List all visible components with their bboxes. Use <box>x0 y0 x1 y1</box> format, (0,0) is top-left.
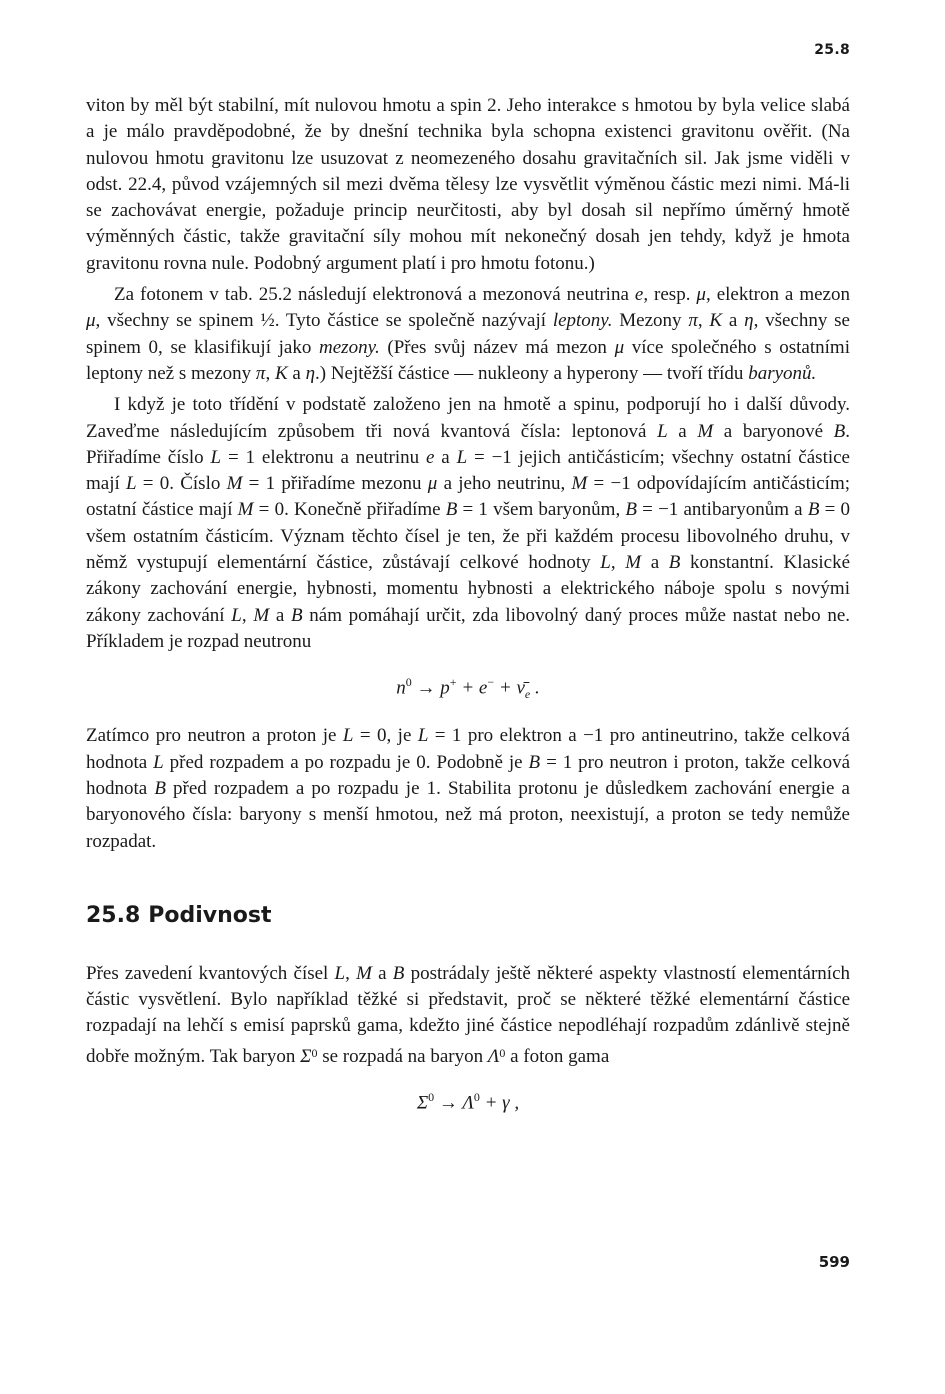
term-mezony: mezony. <box>319 336 380 358</box>
paragraph-proton-stability: Zatímco pro neutron a proton je L = 0, je L = 1 pro elektron a −1 pro antineutrino, takže celková hodnota L před rozpadem a po rozpadu je 0. Podobně je B = 1 pro neutron i proton, takže celková hodnota B před rozpadem a po rozpadu je 1. Stabilita protonu je důsledkem zachování energie a baryonového čísla: baryony s menší hmotou, než má proton, neexistují, a proton se tedy nemůže rozpadat. <box>86 725 851 852</box>
page-number: 599 <box>818 1253 850 1271</box>
paragraph-strangeness: Přes zavedení kvantových čísel L, M a B postrádaly ještě některé aspekty vlastností elementárních částic vysvětlení. Bylo například těžké si představit, proč se některé těžké elementární částice rozpadají na lehčí s emisí paprsků gama, kdežto jiné částice nepodléhají rozpadům zdánlivě stejně dobře možným. Tak baryon $\Sigma^0$ se rozpadá na baryon $\Lambda^0$ a foton gama <box>86 962 851 1067</box>
paragraph-quantum-numbers: I když je toto třídění v podstatě založeno jen na hmotě a spinu, podporují ho i další důvody. Zaveďme následujícím způsobem tři nová kvantová čísla: leptonová L a M a baryonové B. Přiřadíme číslo L = 1 elektronu a neutrinu e a L = −1 jejich antičásticím; všechny ostatní částice mají L = 0. Číslo M = 1 přiřadíme mezonu μ a jeho neutrinu, M = −1 odpovídajícím antičásticím; ostatní částice mají M = 0. Konečně přiřadíme B = 1 všem baryonům, B = −1 antibaryonům a B = 0 všem ostatním částicím. Význam těchto čísel je ten, že při každém procesu libovolného druhu, v němž vystupují elementární částice, zůstávají celkové hodnoty L, M a B konstantní. Klasické zákony zachování energie, hybnosti, momentu hybnosti a elektrického náboje spolu s novými zákony zachování L, M a B nám pomáhají určit, zda libovolný daný proces může nastat nebo ne. Příkladem je rozpad neutronu <box>86 394 851 652</box>
page-body <box>86 93 850 1132</box>
paragraph-leptons: Za fotonem v tab. 25.2 následují elektronová a mezonová neutrina e, resp. μ, elektron a mezon μ, všechny se spinem ½. Tyto částice se společně nazývají leptony. Mezony π, K a η, všechny se spinem 0, se klasifikují jako mezony. (Přes svůj název má mezon μ více společného s ostatními leptony než s mezony π, K a η.) Nejtěžší částice — nukleony a hyperony — tvoří třídu baryonů. <box>86 284 850 384</box>
section-heading <box>86 901 850 931</box>
equation-neutron-decay: $n^0 \to p^+ + e^-$ + $\nū_e$ . <box>396 675 540 702</box>
section-title: Podivnost <box>148 902 272 928</box>
equation-sigma-decay: $\Sigma^0 \to \Lambda^0 + \gamma$ , <box>416 1090 520 1114</box>
term-leptony: leptony. <box>552 310 613 332</box>
section-number: 25.8 <box>86 902 141 928</box>
term-baryonu: baryonů. <box>748 362 817 384</box>
running-head: 25.8 <box>814 42 850 58</box>
paragraph-graviton: viton by měl být stabilní, mít nulovou hmotu a spin 2. Jeho interakce s hmotou by byla velice slabá a je málo pravděpodobné, že by dnešní technika byla schopna existenci gravitonu ověřit. (Na nulovou hmotu gravitonu lze usuzovat z neomezeného dosahu gravitačních sil. Jak jsme viděli v odst. 22.4, původ vzájemných sil mezi dvěma tělesy lze vysvětlit výměnou částic mezi nimi. Má-li se zachovávat energie, požaduje princip neurčitosti, aby byl dosah sil nepřímo úměrný hmotě výměnných částic, takže gravitační síly mohou mít nekonečný dosah jen tehdy, když je hmota gravitonu rovna nule. Podobný argument platí i pro hmotu fotonu.) <box>86 95 850 274</box>
